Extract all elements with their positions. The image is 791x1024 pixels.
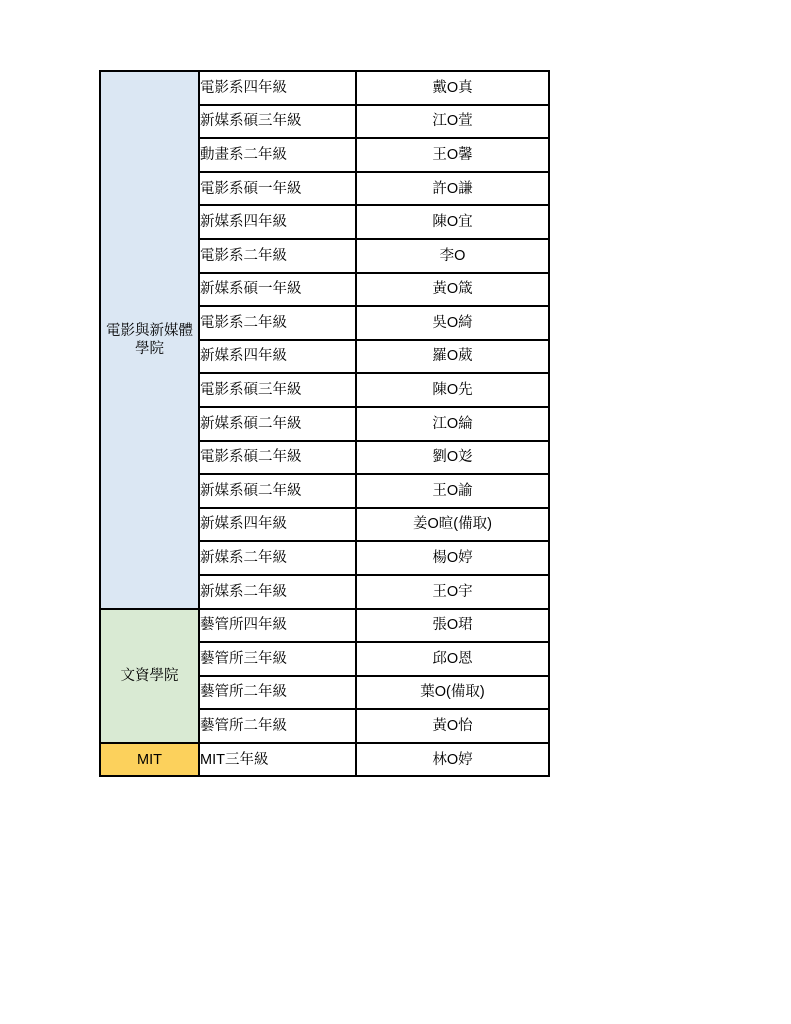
table-row <box>100 743 549 777</box>
dept-cell: 新媒系二年級 <box>199 541 356 575</box>
dept-cell: 新媒系二年級 <box>199 575 356 609</box>
dept-cell: 動畫系二年級 <box>199 138 356 172</box>
name-cell: 劉O彣 <box>356 441 549 475</box>
name-cell: 姜O暄(備取) <box>356 508 549 542</box>
name-cell: 吳O綺 <box>356 306 549 340</box>
dept-cell: 電影系碩二年級 <box>199 441 356 475</box>
name-cell: 羅O葳 <box>356 340 549 374</box>
name-cell: 邱O恩 <box>356 642 549 676</box>
name-cell: 葉O(備取) <box>356 676 549 710</box>
dept-cell: 新媒系碩二年級 <box>199 407 356 441</box>
dept-cell: 電影系碩一年級 <box>199 172 356 206</box>
dept-cell: 電影系二年級 <box>199 306 356 340</box>
dept-cell: 電影系碩三年級 <box>199 373 356 407</box>
dept-cell: 新媒系碩三年級 <box>199 105 356 139</box>
dept-cell: 新媒系四年級 <box>199 340 356 374</box>
name-cell: 楊O婷 <box>356 541 549 575</box>
dept-cell: 藝管所三年級 <box>199 642 356 676</box>
dept-cell: 新媒系碩二年級 <box>199 474 356 508</box>
dept-cell: 藝管所二年級 <box>199 709 356 743</box>
admission-table <box>99 70 550 777</box>
name-cell: 許O謙 <box>356 172 549 206</box>
college-cell-mit: MIT <box>100 743 199 777</box>
name-cell: 王O宇 <box>356 575 549 609</box>
college-cell-film-newmedia: 電影與新媒體學院 <box>100 71 199 609</box>
dept-cell: 新媒系碩一年級 <box>199 273 356 307</box>
dept-cell: 新媒系四年級 <box>199 508 356 542</box>
name-cell: 陳O先 <box>356 373 549 407</box>
dept-cell: 電影系二年級 <box>199 239 356 273</box>
name-cell: 王O諭 <box>356 474 549 508</box>
name-cell: 陳O宜 <box>356 205 549 239</box>
table-row <box>100 609 549 643</box>
name-cell: 王O馨 <box>356 138 549 172</box>
name-cell: 張O珺 <box>356 609 549 643</box>
dept-cell: MIT三年級 <box>199 743 356 777</box>
name-cell: 黃O怡 <box>356 709 549 743</box>
dept-cell: 藝管所二年級 <box>199 676 356 710</box>
dept-cell: 電影系四年級 <box>199 71 356 105</box>
dept-cell: 藝管所四年級 <box>199 609 356 643</box>
table-row <box>100 71 549 105</box>
college-cell-cultural-resources: 文資學院 <box>100 609 199 743</box>
dept-cell: 新媒系四年級 <box>199 205 356 239</box>
name-cell: 李O <box>356 239 549 273</box>
name-cell: 林O婷 <box>356 743 549 777</box>
name-cell: 黃O箴 <box>356 273 549 307</box>
name-cell: 江O萱 <box>356 105 549 139</box>
name-cell: 戴O真 <box>356 71 549 105</box>
name-cell: 江O綸 <box>356 407 549 441</box>
